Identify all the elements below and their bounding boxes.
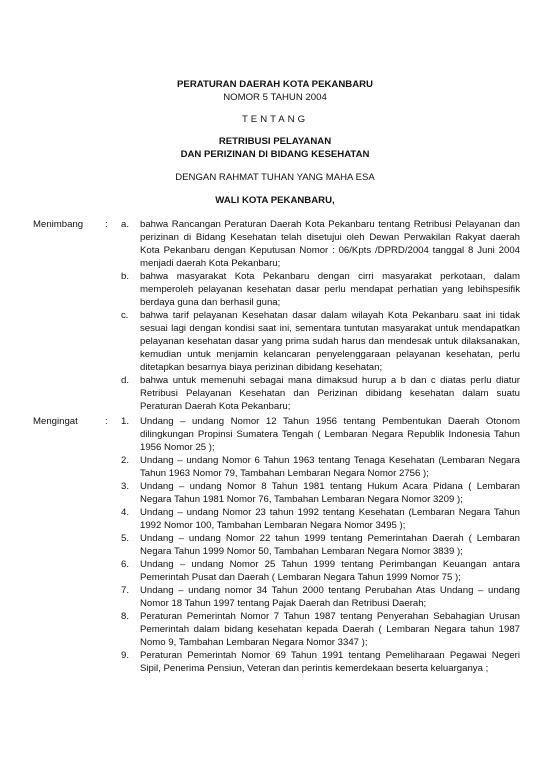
mayor-heading: WALI KOTA PEKANBARU, [215,195,335,206]
item-text: Undang – undang Nomor 25 Tahun 1999 tentang Perimbangan Keuangan antara Pemerintah Pusat dan Daerah ( Lembaran Negara Tahun 1999 Nomor 75 ); [140,559,520,583]
mengingat-section [33,415,520,675]
item-text: bahwa Rancangan Peraturan Daerah Kota Pekanbaru tentang Retribusi Pelayanan dan perizinan di Bidang Kesehatan telah disetujui oleh Dewan Perwakilan Rakyat daerah Kota Pekanbaru dengan Keputusan Nomor : 06/Kpts /DPRD/2004 tanggal 8 Juni 2004 menjadi daerah Kota Pekanbaru; [140,219,520,269]
grace-statement: DENGAN RAHMAT TUHAN YANG MAHA ESA [175,172,375,183]
item-text: Undang – undang Nomor 6 Tahun 1963 tentang Tenaga Kesehatan (Lembaran Negara Tahun 1963 Nomor 79, Tambahan Lembaran Negara Nomor 2756 ); [140,455,520,479]
item-text: bahwa masyarakat Kota Pekanbaru dengan cirri masyarakat perkotaan, dalam memperoleh pelayanan kesehatan dasar perlu mendapat perhatian yang lebihspesifik berdaya guna dan berhasil guna; [140,271,520,308]
item-text: bahwa tarif pelayanan Kesehatan dasar dalam wilayah Kota Pekanbaru saat ini tidak sesuai lagi dengan kondisi saat ini, sementara tuntutan masyarakat untuk mendapatkan pelayanan kesehatan dasar yang prima sudah harus dan mendesak untuk dilaksanakan, kemudian untuk menjamin kelancaran penyelenggaraan pelayanan kesehatan, perlu ditetapkan besarnya biaya perizinan dibidang kesehatan; [140,310,520,373]
item-marker: 7. [121,585,130,596]
item-marker: 3. [121,481,130,492]
mengingat-label: Mengingat [33,416,78,427]
list-item [121,218,520,270]
mengingat-colon: : [105,416,108,427]
menimbang-label: Menimbang [33,219,84,230]
item-marker: 9. [121,650,130,661]
menimbang-section [33,218,520,413]
list-item [121,610,520,649]
subject-line-1: RETRIBUSI PELAYANAN [218,136,332,147]
item-marker: 6. [121,559,130,570]
tentang-heading: TENTANG [241,114,309,125]
list-item [121,454,520,480]
list-item [121,532,520,558]
item-text: Undang – undang Nomor 8 Tahun 1981 tentang Hukum Acara Pidana ( Lembaran Negara Tahun 1981 Nomor 76, Tambahan Lembaran Negara Nomor 3209 ); [140,481,520,505]
list-item [121,415,520,454]
item-text: Peraturan Pemerintah Nomor 69 Tahun 1991 tentang Pemeliharaan Pegawai Negeri Sipil, Penerima Pensiun, Veteran dan perintis kemerdekaan beserta keluarganya ; [140,650,520,674]
list-item [121,649,520,675]
regulation-title: PERATURAN DAERAH KOTA PEKANBARU [177,79,373,90]
list-item [121,584,520,610]
item-marker: b. [121,271,130,282]
list-item [121,480,520,506]
item-marker: 4. [121,507,130,518]
list-item [121,558,520,584]
item-text: Undang – undang nomor 34 Tahun 2000 tentang Perubahan Atas Undang – undang Nomor 18 Tahun 1997 tentang Pajak Daerah dan Retribusi Daerah; [140,585,520,609]
list-item [121,270,520,309]
item-marker: a. [121,219,130,230]
item-text: bahwa untuk memenuhi sebagai mana dimaksud hurup a b dan c diatas perlu diatur Retribusi Pelayanan Kesehatan dan Perizinan dibidang kesehatan dalam suatu Peraturan Daerah Kota Pekanbaru; [140,375,520,412]
item-text: Undang – undang Nomor 12 Tahun 1956 tentang Pembentukan Daerah Otonom dilingkungan Propinsi Sumatera Tengah ( Lembaran Negara Republik Indonesia Tahun 1956 Nomor 25 ); [140,416,520,453]
item-text: Peraturan Pemerintah Nomor 7 Tahun 1987 tentang Penyerahan Sebahagian Urusan Pemerintah dalam bidang kesehatan kepada Daerah ( Lembaran Negara tahun 1987 Nomo 9, Tambahan Lembaran Negara Nomor 3347 ); [140,611,520,648]
item-marker: 5. [121,533,130,544]
subject-line-2: DAN PERIZINAN DI BIDANG KESEHATAN [180,149,370,160]
menimbang-colon: : [105,219,108,230]
list-item [121,374,520,413]
item-marker: 8. [121,611,130,622]
item-marker: d. [121,375,130,386]
item-marker: 2. [121,455,130,466]
item-text: Undang – undang Nomor 22 tahun 1999 tentang Pemerintahan Daerah ( Lembaran Negara Tahun 1999 Nomor 50, Tambahan Lembaran Negara Nomor 3839 ); [140,533,520,557]
list-item [121,309,520,374]
item-marker: 1. [121,416,130,427]
item-text: Undang – undang Nomor 23 tahun 1992 tentang Kesehatan (Lembaran Negara Tahun 1992 Nomor 100, Tambahan Lembaran Negara Nomor 3495 ); [140,507,520,531]
regulation-number: NOMOR 5 TAHUN 2004 [223,92,327,103]
list-item [121,506,520,532]
item-marker: c. [121,310,129,321]
